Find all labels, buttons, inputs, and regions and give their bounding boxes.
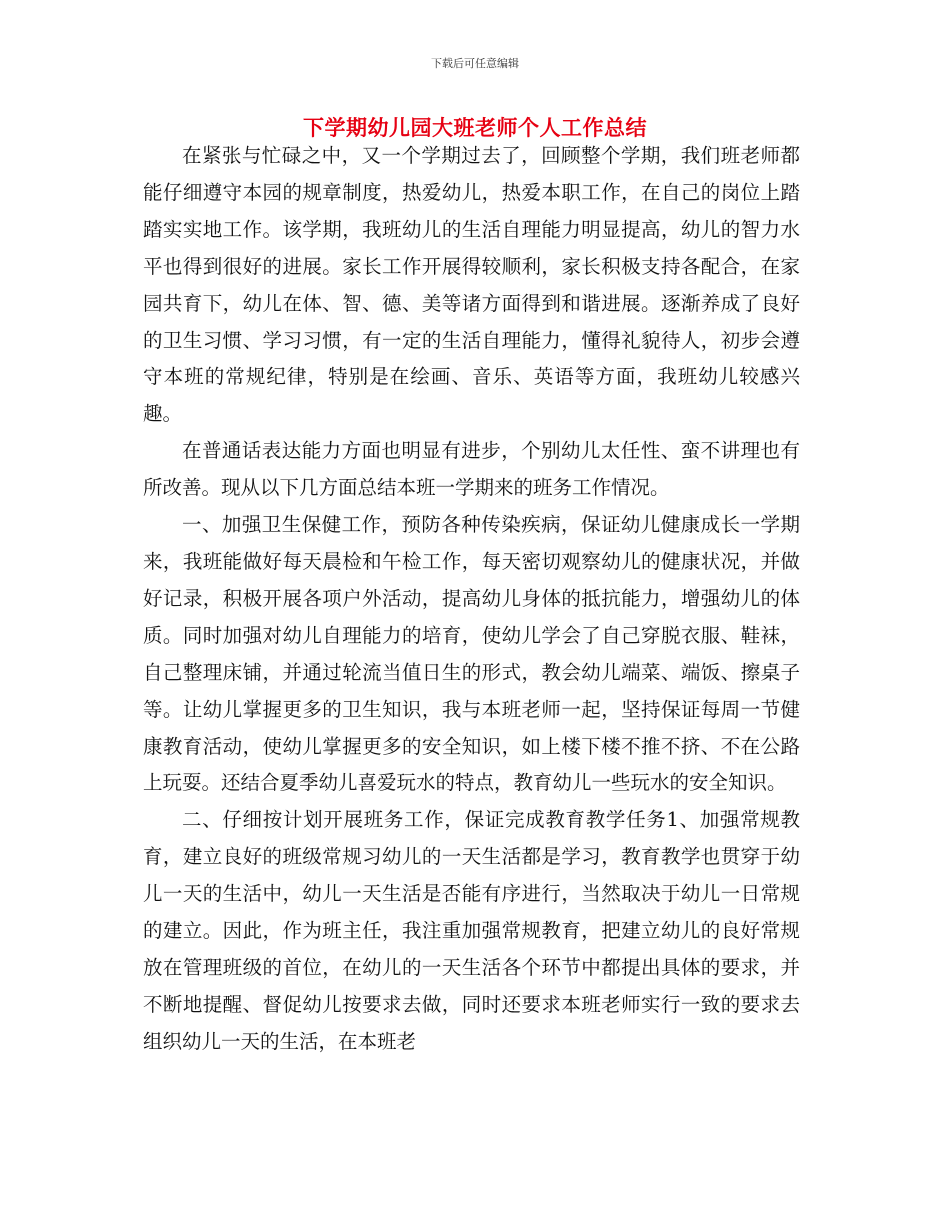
paragraph-intro: 在紧张与忙碌之中，又一个学期过去了，回顾整个学期，我们班老师都能仔细遵守本园的规章制度，热爱幼儿，热爱本职工作，在自己的岗位上踏踏实实地工作。该学期，我班幼儿的生活自理能力明显提高，幼儿的智力水平也得到很好的进展。家长工作开展得较顺利，家长积极支持各配合，在家园共育下，幼儿在体、智、德、美等诸方面得到和谐进展。逐渐养成了良好的卫生习惯、学习习惯，有一定的生活自理能力，懂得礼貌待人，初步会遵守本班的常规纪律，特别是在绘画、音乐、英语等方面，我班幼儿较感兴趣。	[143, 144, 800, 426]
paragraph-mandarin: 在普通话表达能力方面也明显有进步，个别幼儿太任性、蛮不讲理也有所改善。现从以下几方面总结本班一学期来的班务工作情况。	[143, 439, 800, 500]
document-body	[143, 138, 800, 1061]
paragraph-health: 一、加强卫生保健工作，预防各种传染疾病，保证幼儿健康成长一学期来，我班能做好每天晨检和午检工作，每天密切观察幼儿的健康状况，并做好记录，积极开展各项户外活动，提高幼儿身体的抵抗能力，增强幼儿的体质。同时加强对幼儿自理能力的培育，使幼儿学会了自己穿脱衣服、鞋袜，自己整理床铺，并通过轮流当值日生的形式，教会幼儿端菜、端饭、擦桌子等。让幼儿掌握更多的卫生知识，我与本班老师一起，坚持保证每周一节健康教育活动，使幼儿掌握更多的安全知识，如上楼下楼不推不挤、不在公路上玩耍。还结合夏季幼儿喜爱玩水的特点，教育幼儿一些玩水的安全知识。	[143, 513, 800, 795]
document-title: 下学期幼儿园大班老师个人工作总结	[303, 116, 647, 140]
paragraph-class-work: 二、仔细按计划开展班务工作，保证完成教育教学任务1、加强常规教育，建立良好的班级常规习幼儿的一天生活都是学习，教育教学也贯穿于幼儿一天的生活中，幼儿一天生活是否能有序进行，当然取决于幼儿一日常规的建立。因此，作为班主任，我注重加强常规教育，把建立幼儿的良好常规放在管理班级的首位，在幼儿的一天生活各个环节中都提出具体的要求，并不断地提醒、督促幼儿按要求去做，同时还要求本班老师实行一致的要求去组织幼儿一天的生活，在本班老	[143, 808, 800, 1053]
header-note: 下载后可任意编辑	[431, 57, 519, 70]
